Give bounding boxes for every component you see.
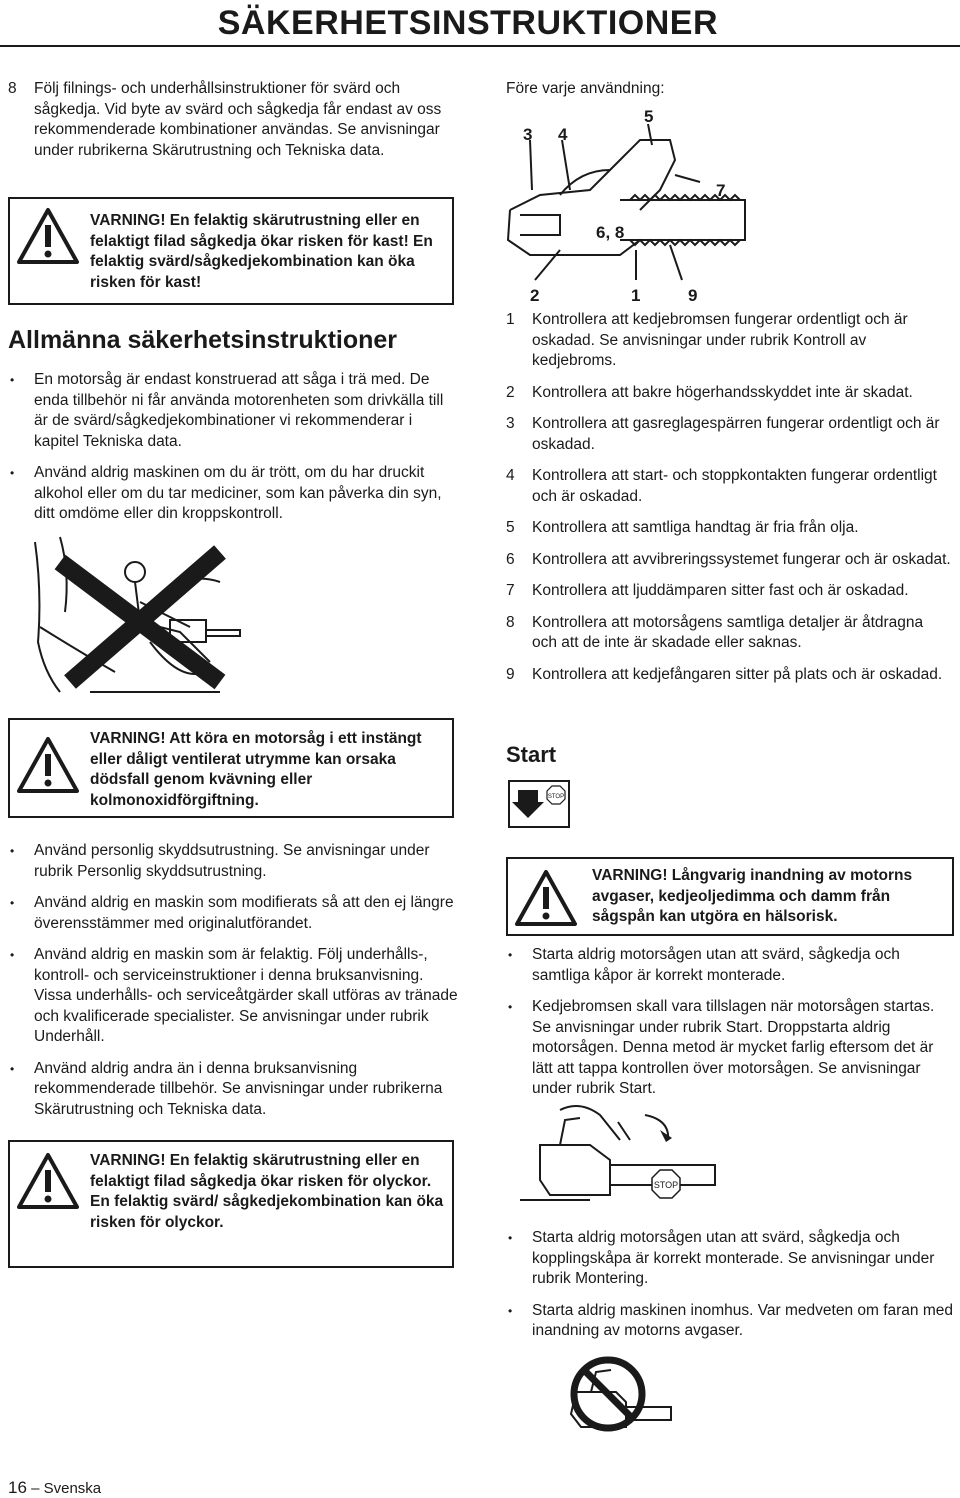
warning-text: VARNING! En felaktig skärutrustning eller en felaktigt filad sågkedja ökar risken för kast! En felaktig svärd/sågkedjekombination kan öka risken för kast! <box>90 212 433 291</box>
diagram-label-9: 9 <box>688 286 698 305</box>
checklist-item <box>506 518 952 539</box>
checklist-item <box>506 581 952 602</box>
bullet-icon: • <box>10 373 15 387</box>
list-item <box>8 893 460 934</box>
footer-dash: – <box>31 1480 40 1497</box>
list-item <box>8 370 460 452</box>
item-text: Kontrollera att motorsågens samtliga detaljer är åtdragna och att de inte är skadade eller saknas. <box>532 613 924 651</box>
item-number: 1 <box>506 311 515 328</box>
footer-language: Svenska <box>43 1480 102 1497</box>
list-item-text: En motorsåg är endast konstruerad att såga i trä med. De enda tillbehör ni får använda motorenheten som drivkälla till är de svärd/sågkedjekombinationer vi rekommenderar i kapitel Tekniska data. <box>34 371 444 450</box>
bullet-icon: • <box>508 948 513 962</box>
header-rule <box>0 45 960 47</box>
diagram-label-6-8: 6, 8 <box>596 223 625 242</box>
list-item-text: Starta aldrig motorsågen utan att svärd, sågkedja och kopplingskåpa är korrekt monterade. Se anvisningar under rubrik Montering. <box>532 1229 935 1287</box>
list-item-text: Använd aldrig maskinen om du är trött, om du har druckit alkohol eller om du tar mediciner, som kan påverka din syn, ditt omdöme eller din kroppskontroll. <box>34 464 442 522</box>
page-header <box>0 0 960 48</box>
item-number: 9 <box>506 665 515 683</box>
list-item-text: Kedjebromsen skall vara tillslagen när motorsågen startas. Se anvisningar under rubrik Start. Droppstarta aldrig motorsågen. Denna metod är mycket farlig eftersom det är lätt att tappa kontrollen över motorsågen. Se anvisningar under rubrik Start. <box>532 998 935 1097</box>
stop-label: STOP <box>547 794 565 800</box>
chainsaw-diagram <box>500 100 750 310</box>
diagram-label-5: 5 <box>644 107 654 126</box>
warning-triangle-icon <box>16 1152 80 1210</box>
bullet-icon: • <box>508 1303 513 1318</box>
list-item-text: Använd personlig skyddsutrustning. Se anvisningar under rubrik Personlig skyddsutrustning. <box>34 842 430 880</box>
checklist-item <box>506 550 952 571</box>
item-number: 5 <box>506 519 515 536</box>
page-number: 16 <box>8 1478 27 1497</box>
item-number: 3 <box>506 415 515 432</box>
warning-triangle-icon <box>16 736 80 794</box>
bullet-list-assembly <box>506 1228 954 1342</box>
list-item <box>506 1301 954 1342</box>
checklist-item <box>506 383 952 404</box>
warning-text: VARNING! Långvarig inandning av motorns avgaser, kedjeoljedimma och damm från sågspån kan utgöra en hälsorisk. <box>592 867 913 925</box>
instruction-item-8 <box>8 79 460 161</box>
diagram-label-3: 3 <box>523 125 533 144</box>
warning-box-accidents <box>8 1140 454 1268</box>
start-stop-switch-icon <box>508 780 570 828</box>
bullet-icon: • <box>508 1000 513 1014</box>
item-text: Kontrollera att kedjefångaren sitter på plats och är oskadad. <box>532 665 943 683</box>
list-item <box>506 997 954 1100</box>
item-number: 6 <box>506 550 515 568</box>
bullet-list-general <box>8 370 460 525</box>
warning-triangle-icon <box>16 207 80 265</box>
list-item <box>8 945 460 1048</box>
section-heading: Allmänna säkerhetsinstruktioner <box>8 326 398 354</box>
diagram-label-2: 2 <box>530 286 540 305</box>
bullet-icon: • <box>10 844 15 858</box>
item-number: 2 <box>506 383 515 401</box>
list-item-text: Starta aldrig maskinen inomhus. Var medveten om faran med inandning av motorns avgaser. <box>532 1301 953 1339</box>
start-heading: Start <box>506 742 557 767</box>
item-number: 8 <box>506 613 515 631</box>
item-number: 8 <box>8 80 17 97</box>
warning-box-ventilation <box>8 718 454 818</box>
list-item <box>8 841 460 882</box>
warning-text: VARNING! En felaktig skärutrustning eller en felaktigt filad sågkedja ökar risken för olyckor. En felaktig svärd/ sågkedjekombination kan öka risken för olyckor. <box>90 1152 444 1231</box>
warning-text: VARNING! Att köra en motorsåg i ett instängt eller dåligt ventilerat utrymme kan orsaka dödsfall genom kvävning eller kolmonoxidförgiftning. <box>90 730 422 809</box>
stop-label: STOP <box>653 1180 679 1190</box>
item-text: Kontrollera att gasreglagespärren fungerar ordentligt och är oskadad. <box>532 415 940 453</box>
item-text: Kontrollera att kedjebromsen fungerar ordentligt och är oskadad. Se anvisningar under rubrik Kontroll av kedjebroms. <box>532 311 908 369</box>
bullet-list-start <box>506 945 954 1100</box>
checklist-item <box>506 466 952 507</box>
diagram-label-4: 4 <box>558 125 568 144</box>
page-title: SÄKERHETSINSTRUKTIONER <box>217 4 718 42</box>
item-text: Kontrollera att ljuddämparen sitter fast och är oskadad. <box>532 582 909 599</box>
diagram-label-1: 1 <box>631 286 641 305</box>
bullet-icon: • <box>10 896 15 910</box>
item-number: 4 <box>506 467 515 484</box>
item-text: Följ filnings- och underhållsinstruktioner för svärd och sågkedja. Vid byte av svärd och sågkedja får endast av oss rekommenderade kombinationer användas. Se anvisningar under rubrikerna Skärutrustning och Tekniska data. <box>34 80 442 159</box>
list-item <box>506 945 954 986</box>
bullet-icon: • <box>10 948 15 962</box>
list-item-text: Starta aldrig motorsågen utan att svärd, sågkedja och samtliga kåpor är korrekt monterade. <box>532 946 900 984</box>
checklist-item <box>506 414 952 455</box>
list-item-text: Använd aldrig andra än i denna bruksanvisning rekommenderade tillbehör. Se anvisningar under rubrikerna Skärutrustning och Tekniska data. <box>34 1059 443 1118</box>
page-footer <box>8 1478 101 1498</box>
list-item-text: Använd aldrig en maskin som är felaktig. Följ underhålls-, kontroll- och serviceinstruktioner i denna bruksanvisning. Vissa underhålls- och serviceåtgärder skall utföras av tränade och kvalificerade specialister. Se anvisningar under rubrik Underhåll. <box>34 946 458 1045</box>
list-item <box>506 1228 954 1290</box>
bullet-list-equipment <box>8 841 460 1120</box>
item-text: Kontrollera att start- och stoppkontakten fungerar ordentligt och är oskadad. <box>532 467 937 505</box>
list-item <box>8 463 460 525</box>
item-number: 7 <box>506 582 515 599</box>
before-use-label: Före varje användning: <box>506 80 665 97</box>
diagram-label-7: 7 <box>716 181 726 200</box>
no-indoor-start-icon <box>556 1352 676 1450</box>
bullet-icon: • <box>508 1231 513 1245</box>
checklist-item <box>506 665 952 686</box>
list-item-text: Använd aldrig en maskin som modifierats så att den ej längre överensstämmer med originalutförandet. <box>34 894 454 932</box>
warning-triangle-icon <box>514 869 578 927</box>
pre-use-checklist <box>506 310 952 696</box>
bullet-icon: • <box>10 466 15 480</box>
chain-brake-start-illustration <box>520 1100 720 1218</box>
checklist-item <box>506 613 952 654</box>
prohibited-tired-operator-illustration <box>30 532 245 702</box>
item-text: Kontrollera att samtliga handtag är fria från olja. <box>532 519 859 536</box>
bullet-icon: • <box>10 1061 15 1076</box>
list-item <box>8 1059 460 1121</box>
item-text: Kontrollera att bakre högerhandsskyddet inte är skadat. <box>532 383 913 401</box>
checklist-item <box>506 310 952 372</box>
warning-box-kickback <box>8 197 454 305</box>
warning-box-exhaust <box>506 857 954 936</box>
item-text: Kontrollera att avvibreringssystemet fungerar och är oskadat. <box>532 550 951 568</box>
